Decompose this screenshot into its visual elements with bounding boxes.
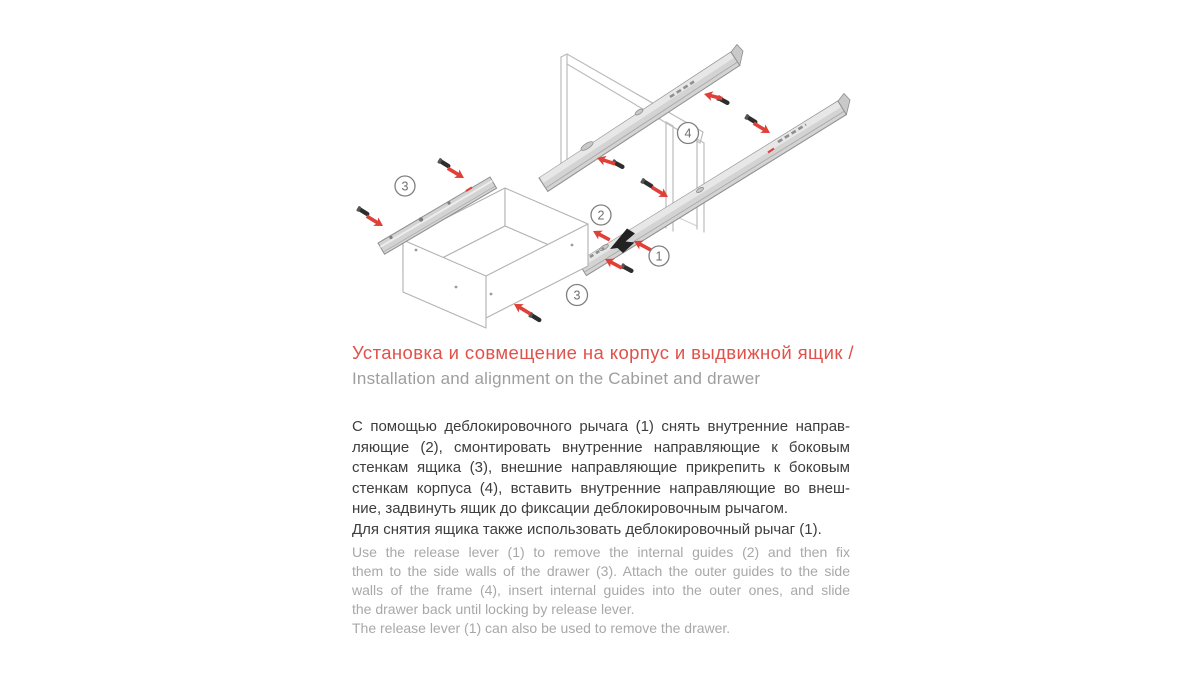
text-line: ние, задвинуть ящик до фиксации деблокировочным рычагом. bbox=[352, 500, 789, 518]
instructions-paragraph-en bbox=[352, 543, 850, 638]
callout-4 bbox=[678, 123, 699, 144]
svg-text:3: 3 bbox=[401, 179, 409, 194]
drawer-box bbox=[403, 188, 588, 328]
text-line: The release lever (1) can also be used to remove the drawer. bbox=[352, 620, 731, 636]
svg-text:2: 2 bbox=[597, 208, 605, 223]
text-line: Для снятия ящика также использовать деблокировочный рычаг (1). bbox=[352, 520, 822, 538]
section-title-ru: Установка и совмещение на корпус и выдвижной ящик / bbox=[352, 342, 854, 363]
callout-3-left bbox=[395, 176, 415, 196]
section-title-en: Installation and alignment on the Cabinet and drawer bbox=[352, 369, 761, 388]
text-line: ляющие (2), смонтировать внутренние направляющие к боковым bbox=[352, 438, 850, 456]
text-line: the drawer back until locking by release lever. bbox=[352, 601, 635, 617]
callout-2 bbox=[591, 205, 611, 225]
text-line: them to the side walls of the drawer (3). Attach the outer guides to the side bbox=[352, 563, 850, 579]
callout-3-bottom bbox=[567, 285, 588, 306]
callout-1 bbox=[649, 246, 669, 266]
svg-text:3: 3 bbox=[573, 288, 581, 303]
text-line: стенкам ящика (3), внешние направляющие прикрепить к боковым bbox=[352, 459, 850, 477]
screw-icon bbox=[620, 263, 635, 274]
text-line: walls of the frame (4), insert internal guides into the outer ones, and slide bbox=[352, 582, 850, 598]
svg-text:4: 4 bbox=[684, 126, 692, 141]
svg-text:1: 1 bbox=[655, 249, 663, 264]
assembly-diagram bbox=[330, 5, 890, 340]
text-line: С помощью деблокировочного рычага (1) снять внутренние направ- bbox=[352, 418, 850, 435]
mount-arrow-icon bbox=[591, 227, 612, 245]
text-line: Use the release lever (1) to remove the internal guides (2) and then fix bbox=[352, 544, 850, 560]
text-line: стенкам корпуса (4), вставить внутренние направляющие во внеш- bbox=[352, 479, 850, 497]
outer-guide-rail-right bbox=[578, 94, 850, 276]
outer-guide-rail-top bbox=[539, 45, 743, 192]
instructions-paragraph-ru bbox=[352, 417, 850, 541]
